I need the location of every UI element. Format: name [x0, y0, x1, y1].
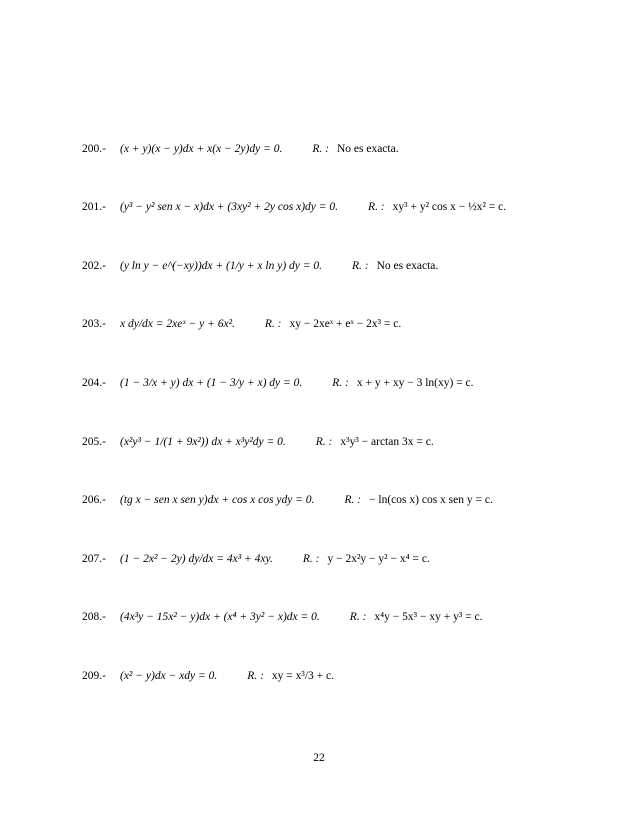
problem-answer: No es exacta.	[336, 143, 399, 155]
problem-number: 207.-	[82, 553, 106, 565]
problem-number: 205.-	[82, 436, 106, 448]
problem-answer: y − 2x²y − y² − x⁴ = c.	[327, 553, 430, 565]
problem-answer: xy³ + y² cos x − ½x² = c.	[392, 201, 507, 213]
answer-label: R. :	[352, 260, 369, 272]
problem-equation: (y ln y − e^(−xy))dx + (1/y + x ln y) dy = 0.	[120, 260, 323, 272]
problem-number: 209.-	[82, 670, 106, 682]
problem-number: 206.-	[82, 494, 106, 506]
answer-label: R. :	[312, 143, 329, 155]
problem-number: 203.-	[82, 318, 106, 330]
answer-label: R. :	[247, 670, 264, 682]
problem-number: 208.-	[82, 611, 106, 623]
problem-204	[82, 377, 602, 389]
problem-answer: x³y³ − arctan 3x = c.	[340, 436, 434, 448]
problem-number: 204.-	[82, 377, 106, 389]
problem-number: 202.-	[82, 260, 106, 272]
problem-answer: xy − 2xeˣ + eˣ − 2x³ = c.	[289, 318, 402, 330]
answer-label: R. :	[315, 436, 333, 448]
problem-208	[82, 611, 602, 623]
answer-label: R. :	[344, 494, 362, 506]
problem-206	[82, 494, 602, 506]
problem-equation: (tg x − sen x sen y)dx + cos x cos ydy = 0.	[120, 494, 315, 506]
answer-label: R. :	[302, 553, 320, 565]
problem-equation: x dy/dx = 2xeˣ − y + 6x².	[120, 318, 235, 330]
answer-label: R. :	[332, 377, 349, 389]
problem-number: 201.-	[82, 201, 106, 213]
problem-answer: x + y + xy − 3 ln(xy) = c.	[356, 377, 474, 389]
problem-number: 200.-	[82, 143, 106, 155]
problem-equation: (x²y³ − 1/(1 + 9x²)) dx + x³y²dy = 0.	[120, 436, 286, 448]
problem-answer: x⁴y − 5x³ − xy + y³ = c.	[374, 611, 483, 623]
problem-equation: (1 − 2x² − 2y) dy/dx = 4x³ + 4xy.	[120, 553, 273, 565]
problem-equation: (y³ − y² sen x − x)dx + (3xy² + 2y cos x)dy = 0.	[120, 201, 339, 213]
problem-answer: − ln(cos x) cos x sen y = c.	[369, 494, 493, 506]
problem-equation: (4x³y − 15x² − y)dx + (x⁴ + 3y² − x)dx = 0.	[120, 611, 320, 623]
problem-200	[82, 143, 602, 155]
problem-205	[82, 436, 602, 448]
answer-label: R. :	[349, 611, 367, 623]
problem-203	[82, 318, 602, 330]
problem-answer: No es exacta.	[376, 260, 439, 272]
problem-202	[82, 260, 602, 272]
problem-201	[82, 201, 602, 213]
problem-equation: (x² − y)dx − xdy = 0.	[120, 670, 218, 682]
answer-label: R. :	[264, 318, 282, 330]
problem-equation: (x + y)(x − y)dx + x(x − 2y)dy = 0.	[120, 143, 283, 155]
answer-label: R. :	[368, 201, 385, 213]
page-number: 22	[313, 752, 325, 764]
problem-equation: (1 − 3/x + y) dx + (1 − 3/y + x) dy = 0.	[120, 377, 303, 389]
problem-answer: xy = x³/3 + c.	[271, 670, 334, 682]
problem-209	[82, 670, 602, 682]
problem-207	[82, 553, 602, 565]
